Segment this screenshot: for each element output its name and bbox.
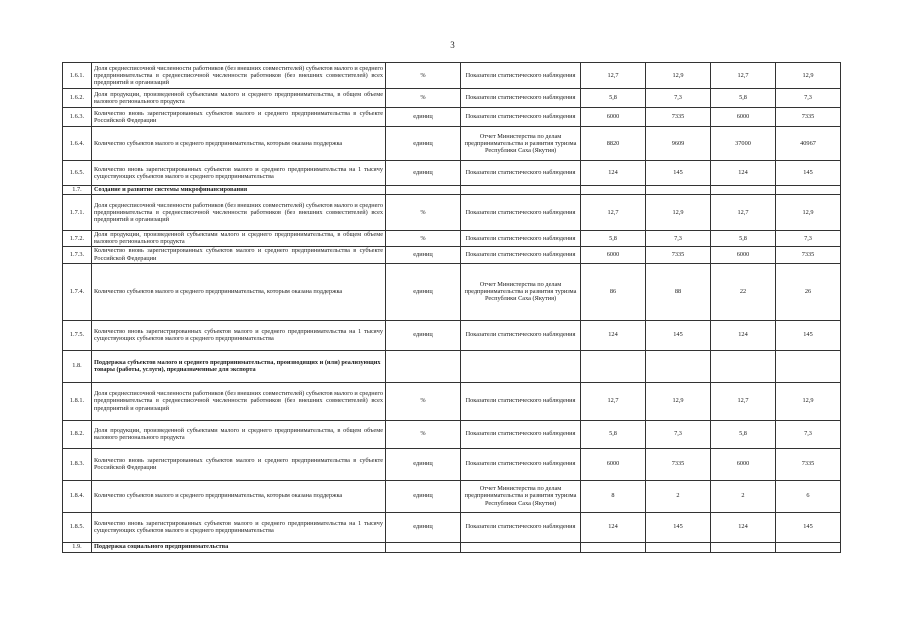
empty-cell [581,350,646,382]
unit: единиц [386,263,461,320]
row-number: 1.7.3. [63,246,92,263]
empty-cell [646,186,711,195]
data-source: Показатели статистического наблюдения [461,195,581,231]
value-3: 124 [711,512,776,542]
table-row [63,448,841,480]
empty-cell [646,542,711,552]
row-number: 1.7. [63,186,92,195]
value-1: 6000 [581,246,646,263]
empty-cell [581,186,646,195]
value-2: 7335 [646,246,711,263]
table-row [63,263,841,320]
value-1: 5,8 [581,231,646,247]
value-4: 7335 [776,448,841,480]
data-source: Показатели статистического наблюдения [461,420,581,448]
value-3: 12,7 [711,382,776,420]
indicator-name: Количество вновь зарегистрированных субъектов малого и среднего предпринимательства в субъекте Российской Федерации [92,448,386,480]
value-1: 12,7 [581,195,646,231]
value-3: 124 [711,161,776,186]
value-2: 7335 [646,448,711,480]
value-4: 145 [776,320,841,350]
value-3: 6000 [711,246,776,263]
section-row [63,186,841,195]
empty-cell [581,542,646,552]
unit: единиц [386,480,461,512]
unit: единиц [386,448,461,480]
indicator-name: Количество субъектов малого и среднего предпринимательства, которым оказана поддержка [92,480,386,512]
unit: % [386,63,461,89]
value-2: 145 [646,320,711,350]
row-number: 1.7.5. [63,320,92,350]
value-4: 12,9 [776,63,841,89]
data-source: Показатели статистического наблюдения [461,231,581,247]
indicator-name: Количество вновь зарегистрированных субъектов малого и среднего предпринимательства на 1 тысячу существующих субъектов малого и среднего предпринимательства [92,320,386,350]
data-source: Показатели статистического наблюдения [461,246,581,263]
value-1: 8820 [581,127,646,161]
unit: единиц [386,320,461,350]
value-1: 12,7 [581,63,646,89]
value-4: 7,3 [776,420,841,448]
value-3: 5,8 [711,420,776,448]
value-3: 2 [711,480,776,512]
value-3: 12,7 [711,195,776,231]
empty-cell [646,350,711,382]
table-row [63,246,841,263]
value-2: 7,3 [646,420,711,448]
value-3: 6000 [711,448,776,480]
value-4: 7335 [776,108,841,127]
row-number: 1.6.1. [63,63,92,89]
indicator-name: Количество вновь зарегистрированных субъектов малого и среднего предпринимательства на 1 тысячу существующих субъектов малого и среднего предпринимательства [92,161,386,186]
value-2: 145 [646,161,711,186]
value-4: 145 [776,161,841,186]
section-title: Поддержка субъектов малого и среднего предпринимательства, производящих и (или) реализующих товары (работы, услуги), предназначенные для экспорта [92,350,386,382]
value-3: 37000 [711,127,776,161]
value-4: 7335 [776,246,841,263]
table-row [63,231,841,247]
section-title: Создание и развитие системы микрофинансирования [92,186,386,195]
empty-cell [461,350,581,382]
table-row [63,320,841,350]
value-4: 6 [776,480,841,512]
value-3: 22 [711,263,776,320]
data-source: Показатели статистического наблюдения [461,320,581,350]
table-row [63,382,841,420]
data-source: Показатели статистического наблюдения [461,512,581,542]
section-row [63,350,841,382]
row-number: 1.6.4. [63,127,92,161]
value-1: 86 [581,263,646,320]
value-1: 124 [581,320,646,350]
empty-cell [711,186,776,195]
indicator-name: Доля продукции, произведенной субъектами малого и среднего предпринимательства, в общем объеме валового регионального продукта [92,89,386,108]
value-1: 6000 [581,108,646,127]
value-2: 12,9 [646,63,711,89]
row-number: 1.8. [63,350,92,382]
row-number: 1.7.1. [63,195,92,231]
unit: % [386,382,461,420]
empty-cell [776,542,841,552]
value-1: 12,7 [581,382,646,420]
row-number: 1.6.3. [63,108,92,127]
value-4: 12,9 [776,195,841,231]
value-2: 12,9 [646,195,711,231]
value-4: 7,3 [776,89,841,108]
table-row [63,195,841,231]
data-source: Отчет Министерства по делам предпринимательства и развития туризма Республики Саха (Якутия) [461,263,581,320]
section-title: Поддержка социального предпринимательства [92,542,386,552]
indicator-name: Количество вновь зарегистрированных субъектов малого и среднего предпринимательства в субъекте Российской Федерации [92,246,386,263]
data-source: Показатели статистического наблюдения [461,89,581,108]
indicator-name: Количество субъектов малого и среднего предпринимательства, которым оказана поддержка [92,127,386,161]
empty-cell [386,542,461,552]
value-2: 2 [646,480,711,512]
value-2: 145 [646,512,711,542]
empty-cell [711,542,776,552]
unit: единиц [386,161,461,186]
indicator-name: Количество вновь зарегистрированных субъектов малого и среднего предпринимательства на 1 тысячу существующих субъектов малого и среднего предпринимательства [92,512,386,542]
table-row [63,480,841,512]
page-number: 3 [450,40,455,50]
value-2: 7335 [646,108,711,127]
data-source: Показатели статистического наблюдения [461,161,581,186]
value-2: 12,9 [646,382,711,420]
row-number: 1.8.5. [63,512,92,542]
empty-cell [461,542,581,552]
empty-cell [386,186,461,195]
value-4: 12,9 [776,382,841,420]
row-number: 1.7.2. [63,231,92,247]
value-3: 6000 [711,108,776,127]
empty-cell [461,186,581,195]
indicator-name: Количество вновь зарегистрированных субъектов малого и среднего предпринимательства в субъекте Российской Федерации [92,108,386,127]
row-number: 1.9. [63,542,92,552]
value-3: 5,8 [711,89,776,108]
unit: % [386,420,461,448]
value-1: 124 [581,512,646,542]
table-row [63,89,841,108]
table-row [63,127,841,161]
empty-cell [776,186,841,195]
indicators-table [62,62,841,553]
table-row [63,161,841,186]
table-row [63,420,841,448]
indicator-name: Доля среднесписочной численности работников (без внешних совместителей) субъектов малого и среднего предпринимательства в среднесписочной численности работников (без внешних совместителей) всех предприятий и организаций [92,382,386,420]
empty-cell [776,350,841,382]
data-source: Показатели статистического наблюдения [461,108,581,127]
section-row [63,542,841,552]
row-number: 1.8.1. [63,382,92,420]
unit: единиц [386,108,461,127]
data-source: Показатели статистического наблюдения [461,448,581,480]
indicator-name: Доля среднесписочной численности работников (без внешних совместителей) субъектов малого и среднего предпринимательства в среднесписочной численности работников (без внешних совместителей) всех предприятий и организаций [92,63,386,89]
value-1: 5,8 [581,89,646,108]
unit: % [386,195,461,231]
unit: % [386,89,461,108]
value-2: 7,3 [646,89,711,108]
value-3: 5,8 [711,231,776,247]
empty-cell [711,350,776,382]
value-1: 6000 [581,448,646,480]
row-number: 1.8.4. [63,480,92,512]
table-row [63,63,841,89]
value-4: 40967 [776,127,841,161]
row-number: 1.6.2. [63,89,92,108]
row-number: 1.6.5. [63,161,92,186]
row-number: 1.8.2. [63,420,92,448]
data-source: Отчет Министерства по делам предпринимательства и развития туризма Республики Саха (Якутия) [461,127,581,161]
value-4: 7,3 [776,231,841,247]
value-2: 88 [646,263,711,320]
unit: единиц [386,127,461,161]
value-4: 26 [776,263,841,320]
empty-cell [386,350,461,382]
value-1: 124 [581,161,646,186]
table-row [63,108,841,127]
row-number: 1.8.3. [63,448,92,480]
table-row [63,512,841,542]
value-1: 5,8 [581,420,646,448]
value-3: 12,7 [711,63,776,89]
unit: единиц [386,246,461,263]
indicator-name: Доля продукции, произведенной субъектами малого и среднего предпринимательства, в общем объеме валового регионального продукта [92,420,386,448]
row-number: 1.7.4. [63,263,92,320]
indicator-name: Количество субъектов малого и среднего предпринимательства, которым оказана поддержка [92,263,386,320]
unit: % [386,231,461,247]
indicator-name: Доля среднесписочной численности работников (без внешних совместителей) субъектов малого и среднего предпринимательства в среднесписочной численности работников (без внешних совместителей) всех предприятий и организаций [92,195,386,231]
unit: единиц [386,512,461,542]
value-4: 145 [776,512,841,542]
value-2: 7,3 [646,231,711,247]
data-source: Показатели статистического наблюдения [461,382,581,420]
indicator-name: Доля продукции, произведенной субъектами малого и среднего предпринимательства, в общем объеме валового регионального продукта [92,231,386,247]
value-3: 124 [711,320,776,350]
value-1: 8 [581,480,646,512]
data-source: Отчет Министерства по делам предпринимательства и развития туризма Республики Саха (Якутия) [461,480,581,512]
value-2: 9609 [646,127,711,161]
data-source: Показатели статистического наблюдения [461,63,581,89]
